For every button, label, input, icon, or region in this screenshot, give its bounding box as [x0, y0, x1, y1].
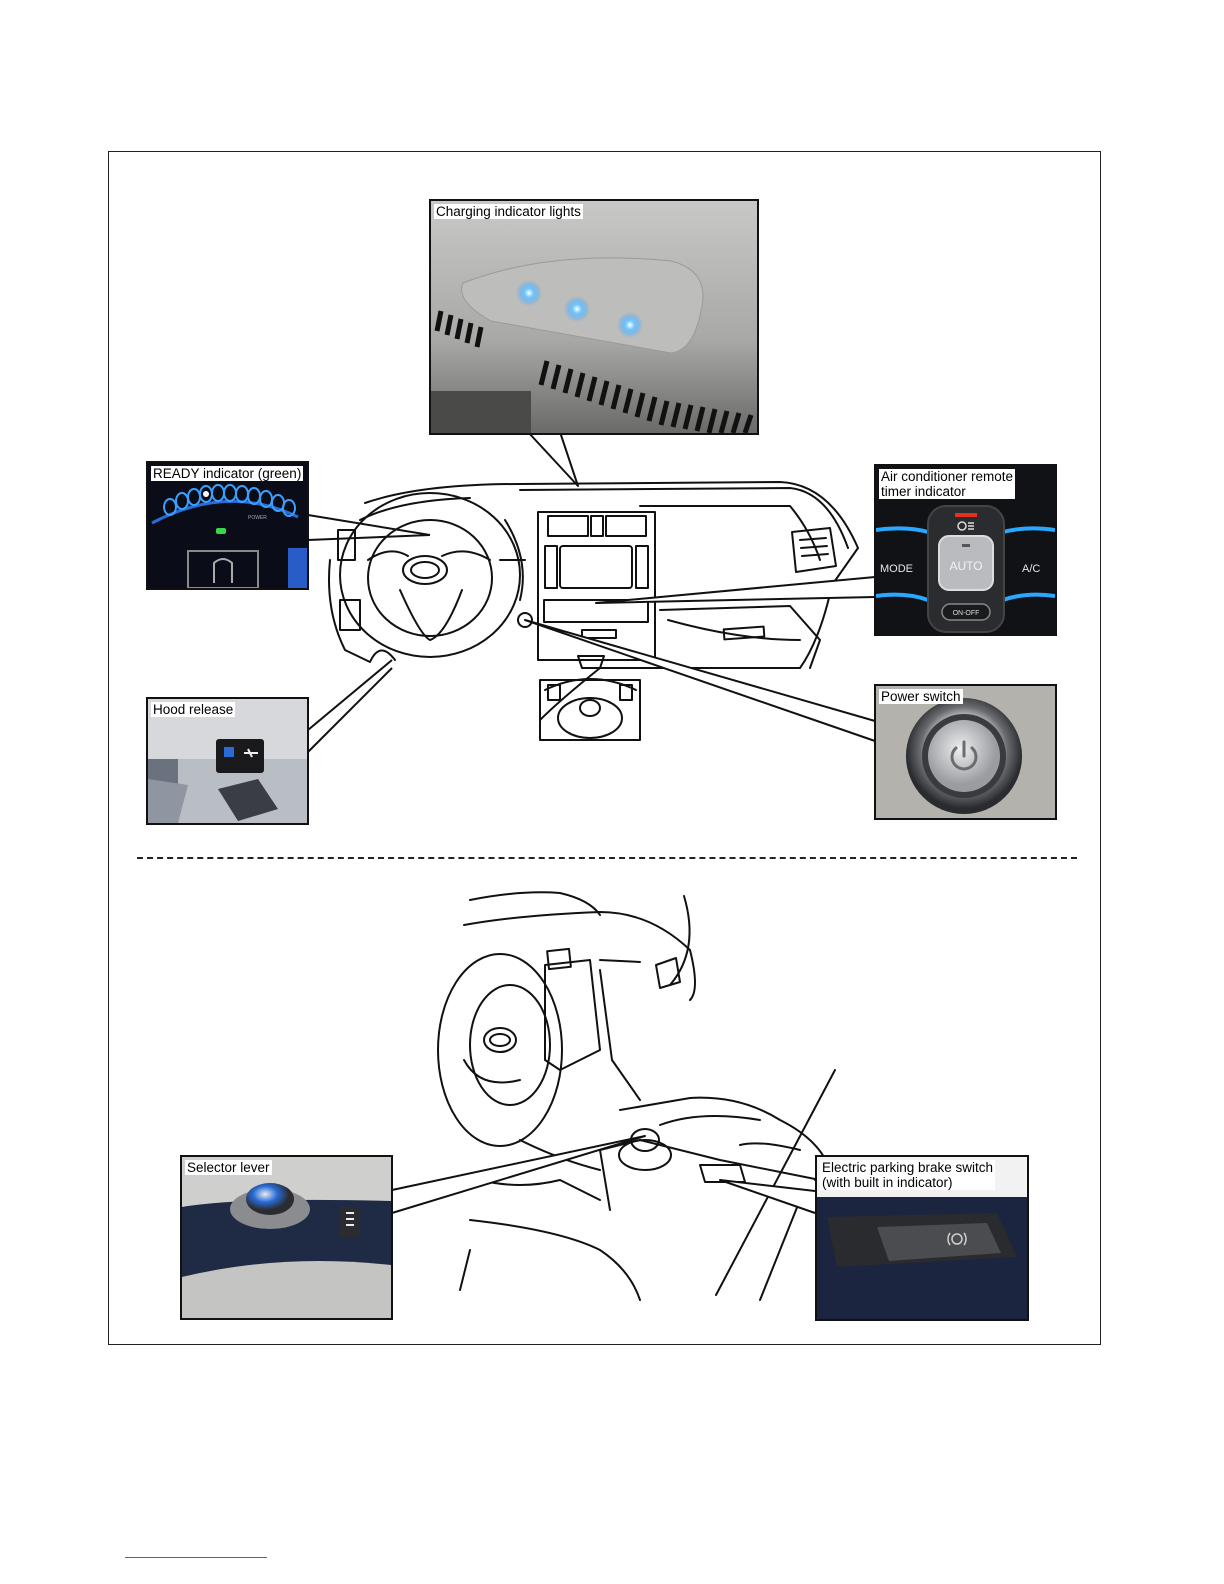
ac-label: A/C	[1022, 563, 1041, 575]
nav-screen	[560, 546, 632, 588]
footer-link-underline	[125, 1557, 267, 1558]
charging-lights-image	[431, 201, 757, 433]
parking-brake-caption: Electric parking brake switch (with built in indicator)	[822, 1160, 994, 1190]
indicator-led-3	[617, 312, 643, 338]
hood-release-caption: Hood release	[153, 702, 234, 717]
selector-lever-photo	[180, 1155, 393, 1320]
parking-brake-photo	[815, 1155, 1029, 1321]
leader-ready	[308, 515, 430, 540]
hood-release-photo	[146, 697, 309, 825]
ready-indicator-photo	[146, 461, 309, 590]
on-off-label: ON-OFF	[952, 610, 980, 617]
mode-label: MODE	[880, 563, 913, 575]
section-divider	[137, 857, 1077, 859]
hood-release-image	[148, 699, 307, 823]
leader-selector	[392, 1136, 645, 1213]
charging-lights-photo	[429, 199, 759, 435]
power-gauge-label: POWER	[248, 515, 267, 521]
leader-brake	[720, 1180, 815, 1213]
selector-lever-caption: Selector lever	[187, 1160, 270, 1175]
indicator-led-2	[564, 296, 590, 322]
charging-lights-caption: Charging indicator lights	[436, 204, 581, 219]
power-switch-photo	[874, 684, 1057, 820]
leader-ac	[596, 577, 875, 603]
power-switch-caption: Power switch	[881, 689, 961, 704]
steering-wheel	[340, 493, 520, 657]
power-switch-image	[876, 686, 1055, 818]
leader-charging	[528, 432, 578, 486]
auto-button-label: AUTO	[949, 559, 983, 573]
ac-timer-photo	[874, 464, 1057, 636]
ready-indicator-caption: READY indicator (green)	[153, 466, 302, 481]
indicator-led-1	[516, 280, 542, 306]
ready-indicator-image	[148, 463, 307, 588]
selector-lever-image	[182, 1157, 391, 1318]
lower-steering-wheel	[438, 954, 562, 1146]
ac-timer-caption: Air conditioner remote timer indicator	[881, 469, 1014, 499]
ready-green-indicator	[216, 528, 226, 534]
leader-hood	[308, 660, 392, 752]
